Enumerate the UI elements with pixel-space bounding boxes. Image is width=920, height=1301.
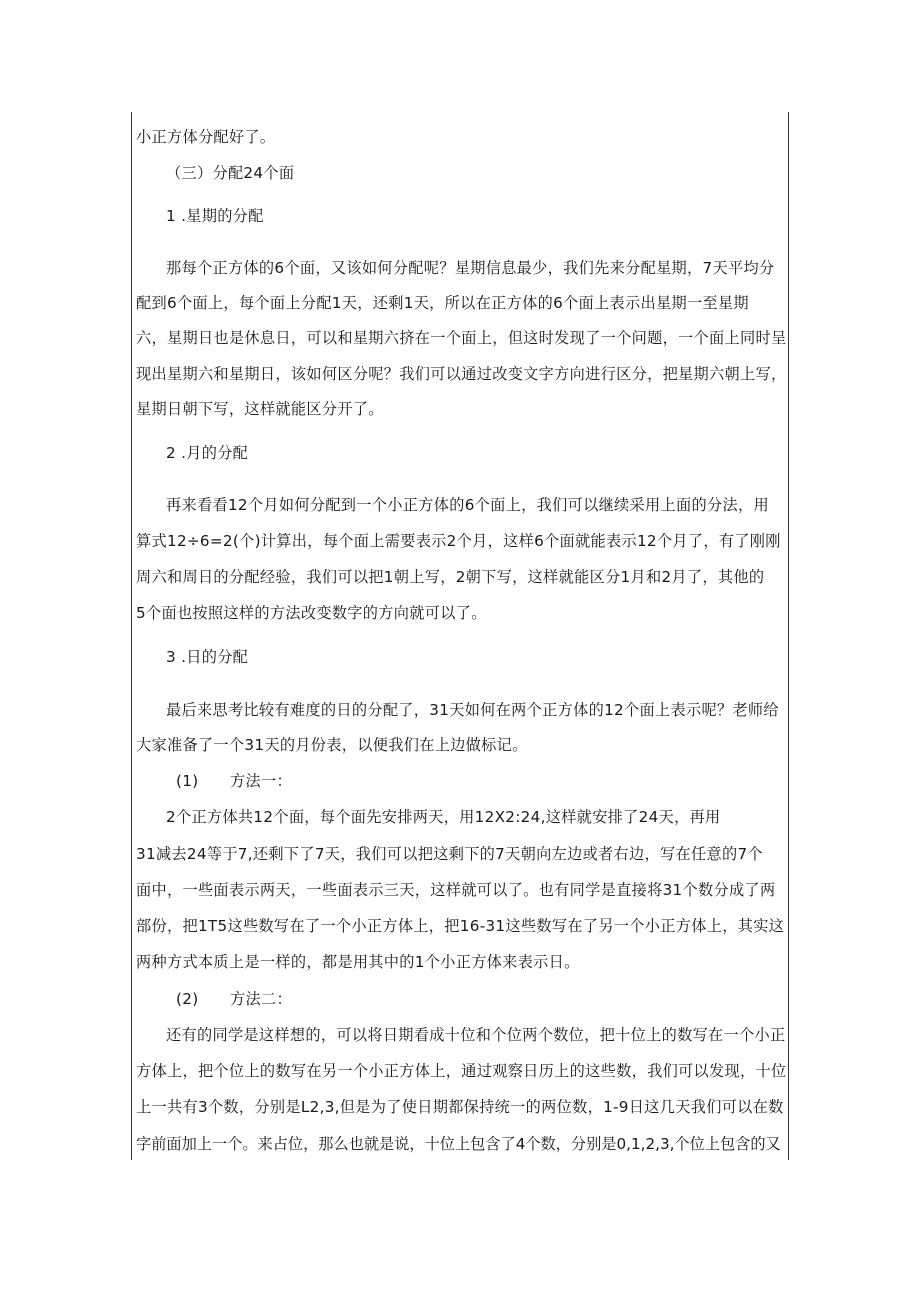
paragraph-line: 两种方式本质上是一样的，都是用其中的1个小正方体来表示日。 xyxy=(136,953,580,971)
paragraph-line: 还有的同学是这样想的，可以将日期看成十位和个位两个数位，把十位上的数写在一个小正 xyxy=(166,1026,786,1044)
paragraph-line: 5个面也按照这样的方法改变数字的方向就可以了。 xyxy=(136,604,487,622)
paragraph-line: 再来看看12个月如何分配到一个小正方体的6个面上，我们可以继续采用上面的分法，用 xyxy=(166,496,769,514)
paragraph-line: 2个正方体共12个面，每个面先安排两天，用12X2:24,这样就安排了24天，再用 xyxy=(166,808,721,826)
paragraph-line: 面中，一些面表示两天，一些面表示三天，这样就可以了。也有同学是直接将31个数分成了两 xyxy=(136,881,776,899)
paragraph-line: 算式12÷6=2(个)计算出，每个面上需要表示2个月，这样6个面就能表示12个月了，有了刚刚 xyxy=(136,532,781,550)
paragraph-line: 星期日朝下写，这样就能区分开了。 xyxy=(136,400,384,418)
paragraph-line: 上一共有3个数，分别是L2,3,但是为了使日期都保持统一的两位数，1-9日这几天我们可以在数 xyxy=(136,1098,784,1116)
method-title: 方法一： xyxy=(230,772,292,790)
paragraph-line: 六，星期日也是休息日，可以和星期六挤在一个面上，但这时发现了一个问题，一个面上同时呈 xyxy=(136,329,787,347)
paragraph-line: 部份，把1T5这些数写在了一个小正方体上，把16-31这些数写在了另一个小正方体上，其实这 xyxy=(136,917,785,935)
method-number: (1) xyxy=(176,772,199,790)
section-heading: （三）分配24个面 xyxy=(166,164,295,182)
paragraph-line: 现出星期六和星期日，该如何区分呢？我们可以通过改变文字方向进行区分，把星期六朝上写， xyxy=(136,365,787,383)
paragraph-line: 周六和周日的分配经验，我们可以把1朝上写，2朝下写，这样就能区分1月和2月了，其他的 xyxy=(136,568,765,586)
method-title: 方法二： xyxy=(230,990,292,1008)
paragraph-line: 字前面加上一个。来占位，那么也就是说，十位上包含了4个数，分别是0,1,2,3,个位上包含的又 xyxy=(136,1135,781,1153)
subsection-heading: 3 .日的分配 xyxy=(166,648,249,666)
method-number: (2) xyxy=(176,990,199,1008)
paragraph-line: 方体上，把个位上的数写在另一个小正方体上，通过观察日历上的这些数，我们可以发现，十位 xyxy=(136,1062,787,1080)
paragraph-line: 31减去24等于7,还剩下了7天，我们可以把这剩下的7天朝向左边或者右边，写在任意的7个 xyxy=(136,845,763,863)
subsection-heading: 2 .月的分配 xyxy=(166,444,249,462)
paragraph-line: 最后来思考比较有难度的日的分配了，31天如何在两个正方体的12个面上表示呢？老师给 xyxy=(166,701,779,719)
subsection-heading: 1 .星期的分配 xyxy=(166,207,264,225)
paragraph-line: 那每个正方体的6个面，又该如何分配呢？星期信息最少，我们先来分配星期，7天平均分 xyxy=(166,259,775,277)
paragraph-line: 大家准备了一个31天的月份表，以便我们在上边做标记。 xyxy=(136,736,528,754)
text-line: 小正方体分配好了。 xyxy=(136,128,276,146)
paragraph-line: 配到6个面上，每个面上分配1天，还剩1天，所以在正方体的6个面上表示出星期一至星期 xyxy=(136,294,749,312)
